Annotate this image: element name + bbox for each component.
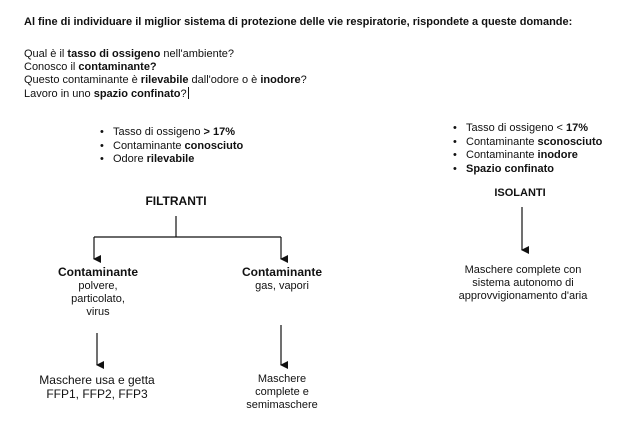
question-detectable: Questo contaminante è rilevabile dall'odore o è inodore?	[24, 74, 307, 86]
result-line: Maschere usa e getta	[39, 373, 155, 387]
result-line: complete e	[255, 386, 309, 398]
question-confined-space: Lavoro in uno spazio confinato?	[24, 88, 187, 100]
list-item: • Odore rilevabile	[100, 153, 243, 167]
node-title: Contaminante	[241, 265, 322, 279]
list-item: • Spazio confinato	[453, 163, 602, 177]
list-item: • Tasso di ossigeno < 17%	[453, 122, 602, 136]
result-line: approvvigionamento d'aria	[458, 290, 588, 302]
question-oxygen: Qual è il tasso di ossigeno nell'ambiente?	[24, 48, 234, 60]
node-line: gas, vapori	[255, 280, 309, 292]
node-line: polvere,	[78, 280, 118, 292]
filtranti-heading: FILTRANTI	[145, 194, 207, 208]
result-line: semimaschere	[246, 399, 318, 411]
node-title: Contaminante	[57, 265, 138, 279]
node-line: virus	[86, 306, 110, 318]
result-line: Maschere	[257, 373, 307, 385]
list-item: • Contaminante conosciuto	[100, 140, 243, 154]
result-line: Maschere complete con	[464, 264, 582, 276]
result-line: sistema autonomo di	[472, 277, 574, 289]
intro-text: Al fine di individuare il miglior sistema di protezione delle vie respiratorie, rispondete a queste domande:	[24, 16, 573, 28]
isolanti-heading: ISOLANTI	[494, 187, 546, 199]
question-contaminant: Conosco il contaminante?	[24, 61, 157, 73]
list-item: • Contaminante sconosciuto	[453, 136, 602, 150]
list-item: • Tasso di ossigeno > 17%	[100, 126, 243, 140]
result-line: FFP1, FFP2, FFP3	[46, 387, 148, 401]
node-line: particolato,	[71, 293, 125, 305]
list-item: • Contaminante inodore	[453, 149, 602, 163]
